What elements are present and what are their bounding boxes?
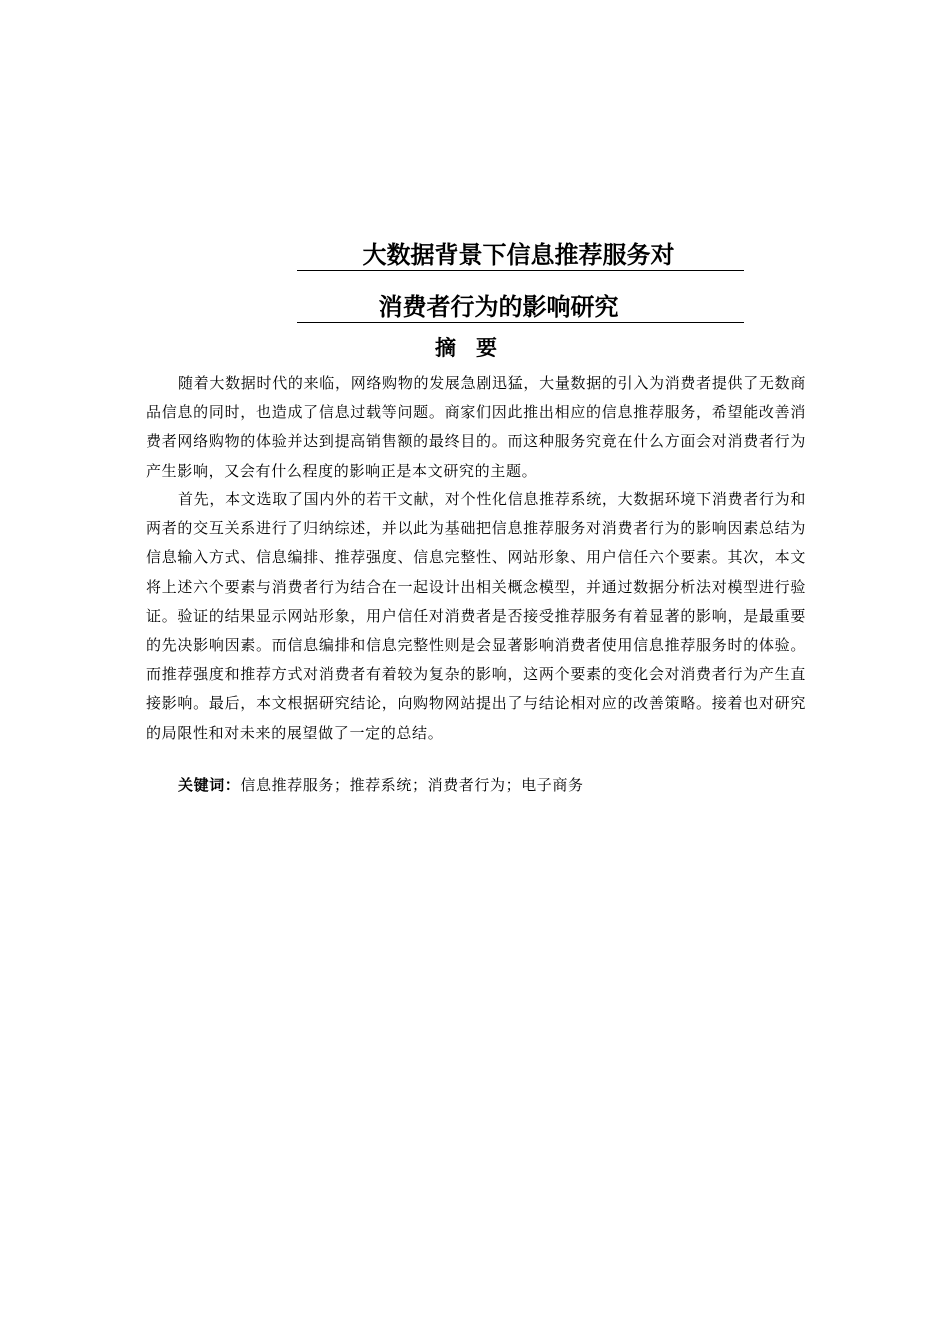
title-text-2: 消费者行为的影响研究 bbox=[378, 293, 619, 321]
abstract-paragraph-1: 随着大数据时代的来临，网络购物的发展急剧迅猛，大量数据的引入为消费者提供了无数商品信息的同时，也造成了信息过载等问题。商家们因此推出相应的信息推荐服务，希望能改善消费者网络购物的体验并达到提高销售额的最终目的。而这种服务究竟在什么方面会对消费者行为产生影响，又会有什么程度的影响正是本文研究的主题。 bbox=[146, 374, 806, 480]
keywords-label: 关键词： bbox=[178, 776, 241, 794]
title-line-1 bbox=[297, 240, 744, 271]
title-line-2 bbox=[297, 292, 744, 323]
abstract-paragraph-2: 首先，本文选取了国内外的若干文献，对个性化信息推荐系统，大数据环境下消费者行为和两者的交互关系进行了归纳综述，并以此为基础把信息推荐服务对消费者行为的影响因素总结为信息输入方式、信息编排、推荐强度、信息完整性、网站形象、用户信任六个要素。其次，本文将上述六个要素与消费者行为结合在一起设计出相关概念模型，并通过数据分析法对模型进行验证。验证的结果显示网站形象，用户信任对消费者是否接受推荐服务有着显著的影响，是最重要的先决影响因素。而信息编排和信息完整性则是会显著影响消费者使用信息推荐服务时的体验。而推荐强度和推荐方式对消费者有着较为复杂的影响，这两个要素的变化会对消费者行为产生直接影响。最后，本文根据研究结论，向购物网站提出了与结论相对应的改善策略。接着也对研究的局限性和对未来的展望做了一定的总结。 bbox=[146, 490, 806, 742]
keywords-text: 信息推荐服务；推荐系统；消费者行为；电子商务 bbox=[240, 776, 584, 794]
abstract-heading-text: 摘要 bbox=[435, 336, 517, 360]
abstract-heading bbox=[0, 334, 950, 362]
title-text-1: 大数据背景下信息推荐服务对 bbox=[362, 241, 675, 269]
keywords-line bbox=[178, 771, 806, 800]
